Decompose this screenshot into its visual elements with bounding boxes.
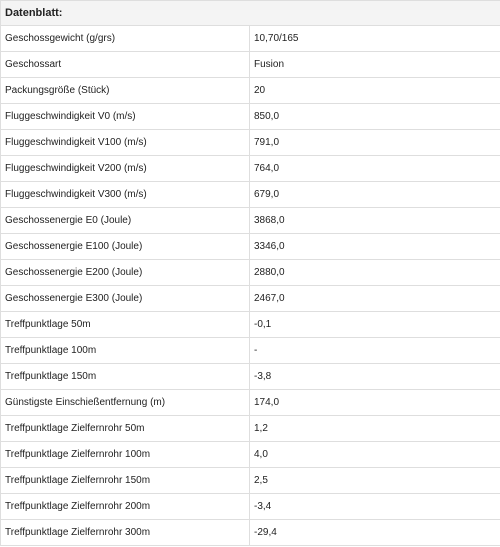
row-label: Fluggeschwindigkeit V200 (m/s) — [1, 156, 250, 182]
row-value: 3868,0 — [250, 208, 500, 234]
row-value: 4,0 — [250, 442, 500, 468]
row-label: Geschossenergie E100 (Joule) — [1, 234, 250, 260]
row-label: Treffpunktlage Zielfernrohr 150m — [1, 468, 250, 494]
table-row — [1, 442, 500, 468]
table-row — [1, 468, 500, 494]
table-row — [1, 234, 500, 260]
row-label: Fluggeschwindigkeit V100 (m/s) — [1, 130, 250, 156]
table-row — [1, 520, 500, 546]
row-value: 20 — [250, 78, 500, 104]
row-value: 2467,0 — [250, 286, 500, 312]
row-label: Geschossenergie E200 (Joule) — [1, 260, 250, 286]
table-row — [1, 182, 500, 208]
table-row — [1, 52, 500, 78]
row-label: Treffpunktlage 100m — [1, 338, 250, 364]
row-label: Geschossgewicht (g/grs) — [1, 26, 250, 52]
row-value: Fusion — [250, 52, 500, 78]
row-label: Geschossart — [1, 52, 250, 78]
row-value: -3,8 — [250, 364, 500, 390]
table-row — [1, 390, 500, 416]
datasheet-header-row — [1, 1, 500, 26]
table-row — [1, 156, 500, 182]
table-row — [1, 312, 500, 338]
row-value: -3,4 — [250, 494, 500, 520]
row-value: 3346,0 — [250, 234, 500, 260]
row-label: Treffpunktlage Zielfernrohr 100m — [1, 442, 250, 468]
row-label: Geschossenergie E0 (Joule) — [1, 208, 250, 234]
table-row — [1, 78, 500, 104]
datasheet-body — [1, 1, 500, 546]
row-value: 679,0 — [250, 182, 500, 208]
row-label: Treffpunktlage Zielfernrohr 200m — [1, 494, 250, 520]
table-row — [1, 104, 500, 130]
row-value: 764,0 — [250, 156, 500, 182]
row-label: Günstigste Einschießentfernung (m) — [1, 390, 250, 416]
row-value: 10,70/165 — [250, 26, 500, 52]
table-row — [1, 338, 500, 364]
table-row — [1, 364, 500, 390]
row-value: 2880,0 — [250, 260, 500, 286]
row-label: Treffpunktlage 50m — [1, 312, 250, 338]
row-label: Geschossenergie E300 (Joule) — [1, 286, 250, 312]
table-row — [1, 286, 500, 312]
table-row — [1, 260, 500, 286]
row-label: Treffpunktlage Zielfernrohr 300m — [1, 520, 250, 546]
row-label: Treffpunktlage 150m — [1, 364, 250, 390]
table-row — [1, 208, 500, 234]
row-value: 1,2 — [250, 416, 500, 442]
row-value: 850,0 — [250, 104, 500, 130]
row-label: Fluggeschwindigkeit V300 (m/s) — [1, 182, 250, 208]
row-value: 791,0 — [250, 130, 500, 156]
table-row — [1, 26, 500, 52]
row-value: 174,0 — [250, 390, 500, 416]
table-row — [1, 494, 500, 520]
row-value: -29,4 — [250, 520, 500, 546]
row-value: - — [250, 338, 500, 364]
table-row — [1, 130, 500, 156]
datasheet-title: Datenblatt: — [1, 1, 500, 26]
table-row — [1, 416, 500, 442]
row-label: Fluggeschwindigkeit V0 (m/s) — [1, 104, 250, 130]
row-value: -0,1 — [250, 312, 500, 338]
row-label: Packungsgröße (Stück) — [1, 78, 250, 104]
row-value: 2,5 — [250, 468, 500, 494]
row-label: Treffpunktlage Zielfernrohr 50m — [1, 416, 250, 442]
